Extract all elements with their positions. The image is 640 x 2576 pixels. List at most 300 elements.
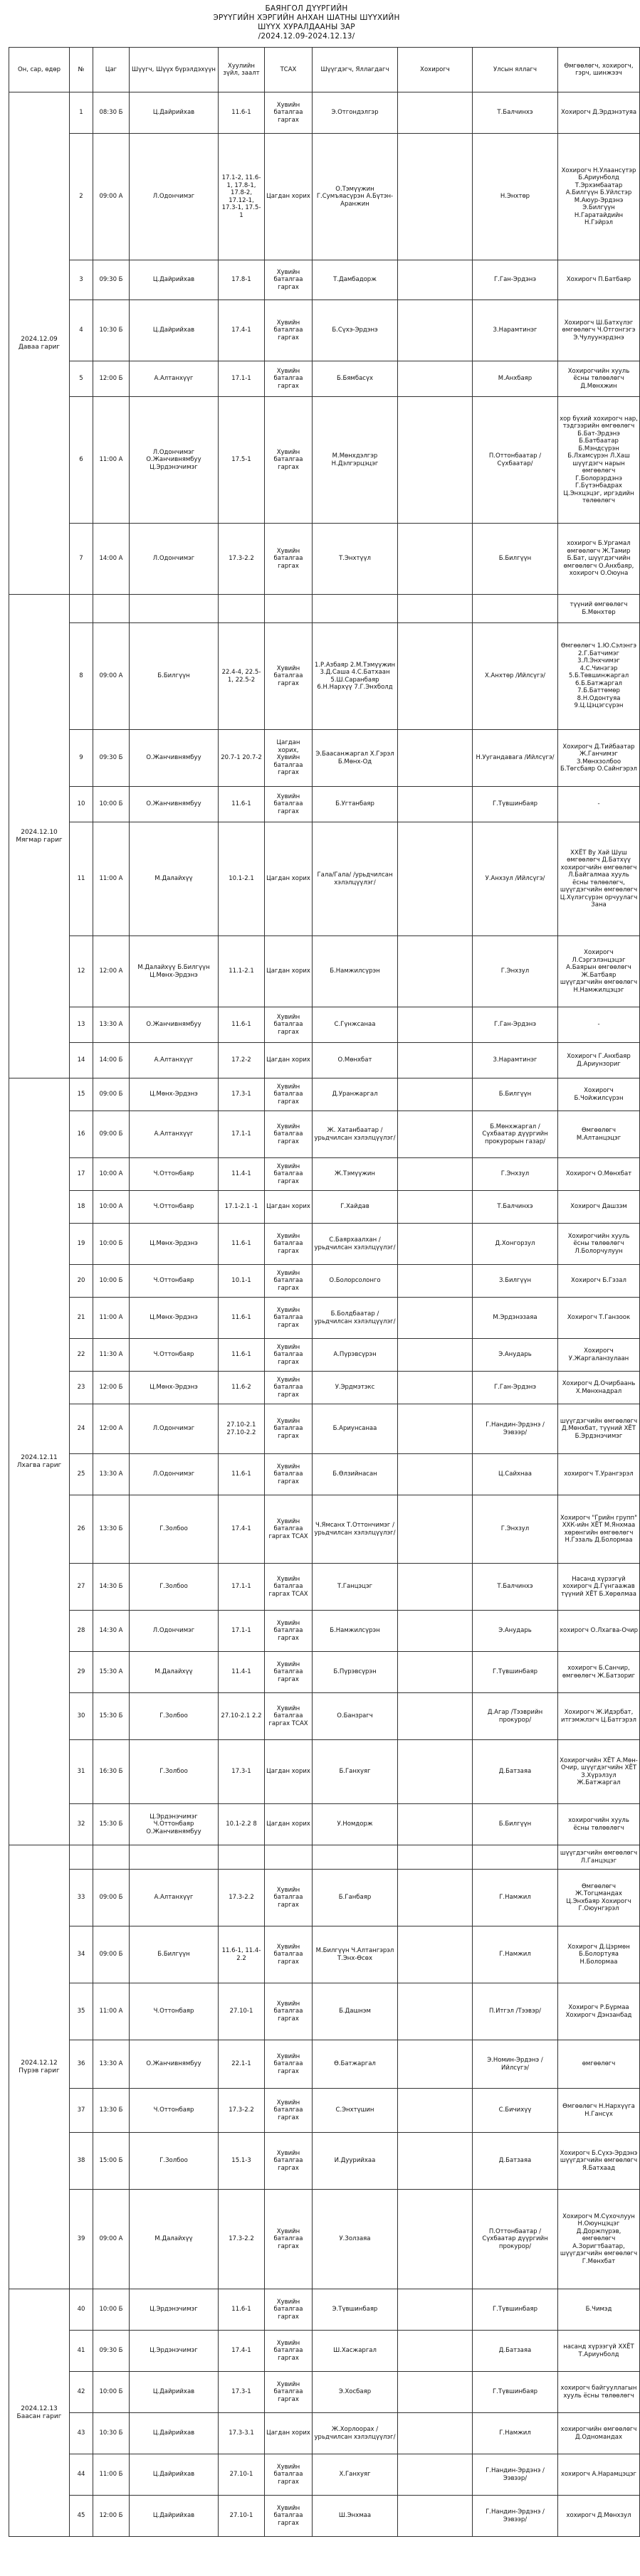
type-cell: Цагдан хорих [265, 822, 313, 936]
judge-cell: Ц.Мөнх-Эрдэнэ [130, 1078, 219, 1111]
lawyer-cell: хохирогч О.Лхагва-Очир [558, 1611, 640, 1652]
prosecutor-cell: У.Анхзул /Ийлсүгэ/ [473, 822, 558, 936]
lawyer-cell: Насанд хүрээгүй хохирогч Д.Гүнгаажав түүний ХЁТ Б.Хөрөлмаа [558, 1564, 640, 1611]
lawyer-cell: хохирогч Б.Ургамал өмгөөлөгч Ж.Тамир Б.Бат, шүүгдэгчийн өмгөөлөгч О.Анхбаяр, хохирогч О.Оюуна [558, 524, 640, 595]
header-district: БАЯНГОЛ ДҮҮРГИЙН [265, 4, 348, 13]
judge-cell: Б.Билгүүн [130, 1926, 219, 1983]
type-cell: Хувийн баталгаа гаргах ТСАХ [265, 1564, 313, 1611]
article-cell: 17.4-1 [219, 1495, 265, 1564]
lawyer-cell: Хохирогч Д.Очирбаань Х.Мөнхнадрал [558, 1372, 640, 1404]
victim-cell [398, 1224, 473, 1265]
number-cell: 18 [70, 1191, 93, 1224]
victim-cell [398, 1339, 473, 1372]
prosecutor-cell [473, 595, 558, 623]
number-cell: 27 [70, 1564, 93, 1611]
time-cell: 10:30 Б [93, 2413, 130, 2454]
judge-cell: Ч.Оттонбаяр [130, 2089, 219, 2133]
time-cell: 10:30 Б [93, 300, 130, 361]
lawyer-cell: Хохирогч Ш.Батхүлэг өмгөөлөгч Ч.Отгонгэгэ Э.Чулуунэрдэнэ [558, 300, 640, 361]
table-row [9, 822, 640, 936]
type-cell: Хувийн баталгаа гаргах [265, 1372, 313, 1404]
victim-cell [398, 936, 473, 1007]
lawyer-cell: - [558, 787, 640, 822]
victim-cell [398, 1693, 473, 1740]
article-cell: 17.1-1 [219, 1111, 265, 1158]
table-row [9, 1564, 640, 1611]
date-cell: 2024.12.09 Даваа гариг [9, 92, 70, 595]
judge-cell: Ц.Мөнх-Эрдэнэ [130, 1224, 219, 1265]
judge-cell: Л.Одончимэг [130, 1611, 219, 1652]
time-cell: 15:30 А [93, 1652, 130, 1693]
number-cell: 10 [70, 787, 93, 822]
accused-cell: Д.Уранжаргал [313, 1078, 398, 1111]
article-cell: 11.6-1 [219, 1007, 265, 1043]
accused-cell: Э.Түвшинбаяр [313, 2289, 398, 2331]
lawyer-cell: Хохирогч Л.Сэргэлэнцэцэг А.Баярын өмгөөлөгч Ж.Батбаяр шүүгдэгчийн өмгөөлөгч Н.Намжилцэцэг [558, 936, 640, 1007]
lawyer-cell: - [558, 1007, 640, 1043]
schedule-body [9, 92, 640, 2537]
lawyer-cell: хохирогч байгууллагын хууль ёсны төлөөлөгч [558, 2372, 640, 2413]
number-cell: 25 [70, 1454, 93, 1495]
article-cell: 17.4-1 [219, 2331, 265, 2372]
prosecutor-cell: Г.Ган-Эрдэнэ [473, 1007, 558, 1043]
type-cell: Хувийн баталгаа гаргах [265, 1158, 313, 1191]
article-cell: 11.4-1 [219, 1652, 265, 1693]
accused-cell: С.Энхтүшин [313, 2089, 398, 2133]
judge-cell: М.Далайхүү [130, 1652, 219, 1693]
table-row [9, 936, 640, 1007]
type-cell: Цагдан хорих [265, 2413, 313, 2454]
number-cell: 3 [70, 260, 93, 300]
number-cell: 31 [70, 1740, 93, 1804]
time-cell: 09:00 А [93, 2190, 130, 2289]
col-header-victim: Хохирогч [398, 48, 473, 92]
type-cell: Цагдан хорих [265, 1043, 313, 1078]
date-cell: 2024.12.11 Лхагва гариг [9, 1078, 70, 1845]
type-cell: Хувийн баталгаа гаргах [265, 2331, 313, 2372]
time-cell: 15:00 Б [93, 2133, 130, 2190]
header-date-range: /2024.12.09-2024.12.13/ [258, 32, 355, 41]
type-cell: Цагдан хорих [265, 936, 313, 1007]
time-cell: 09:30 Б [93, 260, 130, 300]
judge-cell: Ч.Оттонбаяр [130, 1339, 219, 1372]
number-cell: 42 [70, 2372, 93, 2413]
judge-cell: Г.Золбоо [130, 1740, 219, 1804]
victim-cell [398, 1870, 473, 1926]
type-cell: Хувийн баталгаа гаргах [265, 361, 313, 397]
table-row [9, 1454, 640, 1495]
prosecutor-cell: Г.Ган-Эрдэнэ [473, 1372, 558, 1404]
judge-cell: О.Жанчивнямбуу [130, 730, 219, 787]
table-row [9, 1298, 640, 1339]
lawyer-cell: Хохирогч У.Жаргаланзулаан [558, 1339, 640, 1372]
prosecutor-cell [473, 1845, 558, 1870]
type-cell: Хувийн баталгаа гаргах [265, 2496, 313, 2537]
judge-cell: А.Алтанхүүг [130, 1043, 219, 1078]
accused-cell: Б.Бямбасүх [313, 361, 398, 397]
victim-cell [398, 524, 473, 595]
prosecutor-cell: Д.Агар /Тээврийн прокурор/ [473, 1693, 558, 1740]
number-cell: 36 [70, 2040, 93, 2089]
judge-cell: М.Далайхүү Б.Билгүүн Ц.Мөнх-Эрдэнэ [130, 936, 219, 1007]
accused-cell: У.Номдорж [313, 1804, 398, 1845]
judge-cell: Г.Золбоо [130, 1495, 219, 1564]
article-cell: 17.1-1 [219, 361, 265, 397]
victim-cell [398, 397, 473, 524]
type-cell: Хувийн баталгаа гаргах [265, 1078, 313, 1111]
article-cell: 22.4-4, 22.5-1, 22.5-2 [219, 623, 265, 730]
article-cell: 22.1-1 [219, 2040, 265, 2089]
prosecutor-cell: Г.Намжил [473, 1926, 558, 1983]
accused-cell: У.Эрдмэтэкс [313, 1372, 398, 1404]
number-cell: 13 [70, 1007, 93, 1043]
number-cell: 24 [70, 1404, 93, 1454]
lawyer-cell: Б.Чимэд [558, 2289, 640, 2331]
prosecutor-cell: П.Оттонбаатар /Сүхбаатар/ [473, 397, 558, 524]
table-row [9, 2289, 640, 2331]
type-cell [265, 595, 313, 623]
type-cell: Хувийн баталгаа гаргах [265, 1611, 313, 1652]
number-cell: 39 [70, 2190, 93, 2289]
victim-cell [398, 361, 473, 397]
type-cell: Хувийн баталгаа гаргах [265, 2089, 313, 2133]
article-cell: 17.5-1 [219, 397, 265, 524]
accused-cell: Б.Ариунсанаа [313, 1404, 398, 1454]
judge-cell [130, 1845, 219, 1870]
judge-cell: Ч.Оттонбаяр [130, 1158, 219, 1191]
time-cell: 13:30 А [93, 1007, 130, 1043]
lawyer-cell: Хохирогч Б.Гэзал [558, 1265, 640, 1298]
type-cell: Хувийн баталгаа гаргах [265, 1870, 313, 1926]
victim-cell [398, 1804, 473, 1845]
number-cell: 14 [70, 1043, 93, 1078]
time-cell: 09:00 Б [93, 1926, 130, 1983]
number-cell: 20 [70, 1265, 93, 1298]
accused-cell: У.Золзаяа [313, 2190, 398, 2289]
judge-cell: Л.Одончимэг О.Жанчивнямбуу Ц.Эрдэнэчимэг [130, 397, 219, 524]
judge-cell: М.Далайхүү [130, 2190, 219, 2289]
number-cell: 33 [70, 1870, 93, 1926]
prosecutor-cell: З.Нарамтинэг [473, 1043, 558, 1078]
lawyer-cell: хохирогч А.Нарамцэцэг [558, 2454, 640, 2496]
article-cell: 11.6-1 [219, 92, 265, 134]
accused-cell: Б.Болдбаатар /урьдчилсан хэлэлцүүлэг/ [313, 1298, 398, 1339]
victim-cell [398, 1845, 473, 1870]
type-cell: Хувийн баталгаа гаргах [265, 1652, 313, 1693]
article-cell: 11.6-1 [219, 1224, 265, 1265]
prosecutor-cell: Г.Нандин-Эрдэнэ /Ээвээр/ [473, 2454, 558, 2496]
article-cell: 17.1-2.1 -1 [219, 1191, 265, 1224]
victim-cell [398, 1298, 473, 1339]
accused-cell: Ө.Батжаргал [313, 2040, 398, 2089]
number-cell: 9 [70, 730, 93, 787]
lawyer-cell: Өмгөөлөгч Н.Нархүүга Н.Гансүх [558, 2089, 640, 2133]
table-row [9, 134, 640, 260]
judge-cell: А.Алтанхүүг [130, 361, 219, 397]
victim-cell [398, 1078, 473, 1111]
number-cell: 32 [70, 1804, 93, 1845]
prosecutor-cell: М.Эрдэнэзаяа [473, 1298, 558, 1339]
table-row [9, 1007, 640, 1043]
number-cell: 35 [70, 1983, 93, 2040]
accused-cell: Б.Дашнэм [313, 1983, 398, 2040]
lawyer-cell: хор бүхий хохирогч нар, тэдгээрийн өмгөөлөгч Б.Бат-Эрдэнэ Б.Батбаатар Б.Мэндсүрэн Б.Лхамсүрэн Л.Хаш шүүгдэгч нарын өмгөөлөгч Г.Болорэрдэнэ Г.Бүтэнбадрах Ц.Энхцэцэг, иргэдийн төлөөлөгч [558, 397, 640, 524]
judge-cell: Ц.Дайрийхав [130, 260, 219, 300]
article-cell [219, 1845, 265, 1870]
type-cell: Хувийн баталгаа гаргах [265, 2372, 313, 2413]
type-cell: Хувийн баталгаа гаргах [265, 787, 313, 822]
accused-cell: Ш.Энхмаа [313, 2496, 398, 2537]
article-cell: 17.3-2.2 [219, 524, 265, 595]
table-row [9, 1043, 640, 1078]
accused-cell: Ж.Хорлоорах /урьдчилсан хэлэлцүүлэг/ [313, 2413, 398, 2454]
type-cell: Хувийн баталгаа гаргах [265, 1339, 313, 1372]
lawyer-cell: Хохирогч Б.Чойжилсүрэн [558, 1078, 640, 1111]
judge-cell: А.Алтанхүүг [130, 1111, 219, 1158]
lawyer-cell: шүүгдэгчийн өмгөөлөгч Д.Мөнхбат, түүний ХЁТ Б.Эрдэнэчимэг [558, 1404, 640, 1454]
table-row [9, 1158, 640, 1191]
time-cell: 12:00 Б [93, 2496, 130, 2537]
time-cell: 12:00 Б [93, 361, 130, 397]
judge-cell: Ц.Мөнх-Эрдэнэ [130, 1298, 219, 1339]
number-cell: 11 [70, 822, 93, 936]
prosecutor-cell: Н.Уугандавага /Ийлсүгэ/ [473, 730, 558, 787]
accused-cell: Б.Намжилсүрэн [313, 936, 398, 1007]
accused-cell: Б.Пүрэвсүрэн [313, 1652, 398, 1693]
victim-cell [398, 2331, 473, 2372]
lawyer-cell: хохирогчийн өмгөөлөгч Д.Одномандах [558, 2413, 640, 2454]
number-cell: 12 [70, 936, 93, 1007]
accused-cell: Ш.Хасжаргал [313, 2331, 398, 2372]
judge-cell: Ц.Дайрийхав [130, 2372, 219, 2413]
time-cell: 12:00 А [93, 936, 130, 1007]
victim-cell [398, 2289, 473, 2331]
accused-cell: Т.Энхтүүл [313, 524, 398, 595]
victim-cell [398, 2089, 473, 2133]
judge-cell: Л.Одончимэг [130, 1454, 219, 1495]
number-cell: 1 [70, 92, 93, 134]
lawyer-cell: Хохирогч Ж.Идэрбат, итгэмжлэгч Ц.Батгэрэл [558, 1693, 640, 1740]
accused-cell: Б.Ганбаяр [313, 1870, 398, 1926]
victim-cell [398, 1454, 473, 1495]
accused-cell: Б.Сүхэ-Эрдэнэ [313, 300, 398, 361]
time-cell: 14:30 Б [93, 1564, 130, 1611]
prosecutor-cell: Г.Намжил [473, 1870, 558, 1926]
table-row [9, 1191, 640, 1224]
table-row [9, 1652, 640, 1693]
time-cell: 13:30 А [93, 2040, 130, 2089]
time-cell: 09:00 Б [93, 1870, 130, 1926]
table-row [9, 2089, 640, 2133]
table-row [9, 1870, 640, 1926]
col-header-number: № [70, 48, 93, 92]
time-cell: 11:00 Б [93, 2454, 130, 2496]
victim-cell [398, 1404, 473, 1454]
type-cell: Хувийн баталгаа гаргах ТСАХ [265, 1495, 313, 1564]
accused-cell: М.Билгүүн Ч.Алтангэрэл Т.Энх-Өсөх [313, 1926, 398, 1983]
victim-cell [398, 623, 473, 730]
accused-cell: Ж. Хатанбаатар /урьдчилсан хэлэлцүүлэг/ [313, 1111, 398, 1158]
article-cell: 10.1-2.1 [219, 822, 265, 936]
time-cell: 13:30 Б [93, 2089, 130, 2133]
article-cell: 15.1-3 [219, 2133, 265, 2190]
judge-cell: Ц.Дайрийхав [130, 300, 219, 361]
article-cell: 11.4-1 [219, 1158, 265, 1191]
article-cell: 17.1-2, 11.6-1, 17.8-1, 17.8-2, 17.12-1, 17.3-1, 17.5-1 [219, 134, 265, 260]
number-cell: 28 [70, 1611, 93, 1652]
accused-cell: Э.Баасанжаргал Х.Гэрэл Б.Мөнх-Од [313, 730, 398, 787]
prosecutor-cell: П.Оттонбаатар /Сүхбаатар дүүргийн прокурор/ [473, 2190, 558, 2289]
lawyer-cell: Өмгөөлөгч М.Алтанцэцэг [558, 1111, 640, 1158]
accused-cell: Э.Отгондэлгэр [313, 92, 398, 134]
prosecutor-cell: Г.Энхзул [473, 936, 558, 1007]
type-cell: Хувийн баталгаа гаргах [265, 2040, 313, 2089]
col-header-article: Хуулийн зүйл, заалт [219, 48, 265, 92]
prosecutor-cell: Б.Билгүүн [473, 1078, 558, 1111]
table-row [9, 1983, 640, 2040]
number-cell: 16 [70, 1111, 93, 1158]
prosecutor-cell: Д.Батзаяа [473, 2133, 558, 2190]
judge-cell: О.Жанчивнямбуу [130, 2040, 219, 2089]
victim-cell [398, 92, 473, 134]
number-cell: 29 [70, 1652, 93, 1693]
type-cell: Хувийн баталгаа гаргах [265, 300, 313, 361]
hearing-schedule-table [9, 47, 640, 2537]
accused-cell: Б.Өлзийнасан [313, 1454, 398, 1495]
judge-cell: Л.Одончимэг [130, 134, 219, 260]
victim-cell [398, 260, 473, 300]
type-cell: Хувийн баталгаа гаргах [265, 1983, 313, 2040]
header-court: ЭРҮҮГИЙН ХЭРГИЙН АНХАН ШАТНЫ ШҮҮХИЙН [213, 14, 400, 22]
victim-cell [398, 2133, 473, 2190]
number-cell: 34 [70, 1926, 93, 1983]
time-cell: 09:30 Б [93, 730, 130, 787]
time-cell: 09:00 А [93, 623, 130, 730]
lawyer-cell: Хохирогч Р.Бүрмаа Хохирогч Дэнзанбад [558, 1983, 640, 2040]
accused-cell: Б.Ганхуяг [313, 1740, 398, 1804]
victim-cell [398, 822, 473, 936]
lawyer-cell: Хохирогч Д.Тийбаатар Ж.Ганчимэг З.Мөнхзолбоо Б.Төгсбаяр О.Сайнгэрэл [558, 730, 640, 787]
table-row [9, 300, 640, 361]
prosecutor-cell: Э.Анударь [473, 1339, 558, 1372]
prosecutor-cell: Г.Намжил [473, 2413, 558, 2454]
time-cell: 10:00 А [93, 1191, 130, 1224]
type-cell: Хувийн баталгаа гаргах [265, 1224, 313, 1265]
judge-cell: Ц.Дайрийхав [130, 2496, 219, 2537]
article-cell: 27.10-1 [219, 2454, 265, 2496]
number-cell: 44 [70, 2454, 93, 2496]
type-cell: Хувийн баталгаа гаргах [265, 2133, 313, 2190]
table-row [9, 1740, 640, 1804]
victim-cell [398, 1495, 473, 1564]
table-row [9, 1372, 640, 1404]
victim-cell [398, 300, 473, 361]
number-cell: 22 [70, 1339, 93, 1372]
table-row [9, 1845, 640, 1870]
type-cell: Хувийн баталгаа гаргах [265, 1111, 313, 1158]
time-cell: 15:30 Б [93, 1804, 130, 1845]
time-cell: 09:00 А [93, 134, 130, 260]
article-cell: 17.1-1 [219, 1564, 265, 1611]
time-cell: 10:00 Б [93, 2289, 130, 2331]
accused-cell: О.Болорсолонго [313, 1265, 398, 1298]
article-cell: 11.6-1, 11.4-2.2 [219, 1926, 265, 1983]
table-row [9, 1078, 640, 1111]
col-header-date: Он, сар, өдөр [9, 48, 70, 92]
article-cell: 17.4-1 [219, 300, 265, 361]
victim-cell [398, 2496, 473, 2537]
article-cell: 11.6-2 [219, 1372, 265, 1404]
number-cell: 5 [70, 361, 93, 397]
victim-cell [398, 1043, 473, 1078]
type-cell: Хувийн баталгаа гаргах ТСАХ [265, 1693, 313, 1740]
type-cell: Хувийн баталгаа гаргах [265, 1298, 313, 1339]
time-cell: 10:00 Б [93, 1265, 130, 1298]
table-row [9, 2133, 640, 2190]
number-cell: 45 [70, 2496, 93, 2537]
article-cell: 11.6-1 [219, 787, 265, 822]
type-cell: Хувийн баталгаа гаргах [265, 2190, 313, 2289]
article-cell: 10.1-2.2 8 [219, 1804, 265, 1845]
judge-cell: Ц.Дайрийхав [130, 92, 219, 134]
number-cell: 37 [70, 2089, 93, 2133]
type-cell: Цагдан хорих, Хувийн баталгаа гаргах [265, 730, 313, 787]
table-row [9, 361, 640, 397]
lawyer-cell: Хохирогчийн хууль ёсны төлөөлөгч Л.Болорчулуун [558, 1224, 640, 1265]
time-cell: 11:00 А [93, 1983, 130, 2040]
table-row [9, 787, 640, 822]
time-cell: 09:00 Б [93, 1111, 130, 1158]
accused-cell: О.Банзрагч [313, 1693, 398, 1740]
judge-cell [130, 595, 219, 623]
article-cell: 11.6-1 [219, 1454, 265, 1495]
accused-cell: Т.Ганцэцэг [313, 1564, 398, 1611]
type-cell: Цагдан хорих [265, 1804, 313, 1845]
judge-cell: Ц.Эрдэнэчимэг Ч.Оттонбаяр О.Жанчивнямбуу [130, 1804, 219, 1845]
prosecutor-cell: Д.Батзаяа [473, 1740, 558, 1804]
accused-cell: О.Мөнхбат [313, 1043, 398, 1078]
judge-cell: Л.Одончимэг [130, 1404, 219, 1454]
accused-cell: И.Дуурийхаа [313, 2133, 398, 2190]
table-row [9, 1611, 640, 1652]
time-cell [93, 1845, 130, 1870]
type-cell: Хувийн баталгаа гаргах [265, 1926, 313, 1983]
victim-cell [398, 1652, 473, 1693]
prosecutor-cell: Э.Анударь [473, 1611, 558, 1652]
judge-cell: Г.Золбоо [130, 1564, 219, 1611]
lawyer-cell: Хохирогч П.Батбаяр [558, 260, 640, 300]
col-header-prosecutor: Улсын яллагч [473, 48, 558, 92]
table-row [9, 2372, 640, 2413]
number-cell: 8 [70, 623, 93, 730]
table-row [9, 1111, 640, 1158]
article-cell: 17.3-2.2 [219, 2190, 265, 2289]
number-cell: 43 [70, 2413, 93, 2454]
time-cell: 15:30 Б [93, 1693, 130, 1740]
type-cell: Хувийн баталгаа гаргах [265, 2454, 313, 2496]
accused-cell: Гала/Гала/ /урьдчилсан хэлэлцүүлэг/ [313, 822, 398, 936]
judge-cell: Б.Билгүүн [130, 623, 219, 730]
lawyer-cell: Өмгөөлөгч Ж.Тогцмандах Ц.Энхбаяр Хохирогч Г.Оюунгэрэл [558, 1870, 640, 1926]
victim-cell [398, 1926, 473, 1983]
lawyer-cell: хохирогч Б.Санчир, өмгөөлөгч Ж.Батзориг [558, 1652, 640, 1693]
header-announcement: ШҮҮХ ХУРАЛДААНЫ ЗАР [258, 23, 355, 31]
judge-cell: Г.Золбоо [130, 1693, 219, 1740]
accused-cell: Х.Ганхуяг [313, 2454, 398, 2496]
table-row [9, 260, 640, 300]
col-header-judge: Шүүгч, Шүүх бүрэлдэхүүн [130, 48, 219, 92]
time-cell: 11:00 А [93, 1298, 130, 1339]
